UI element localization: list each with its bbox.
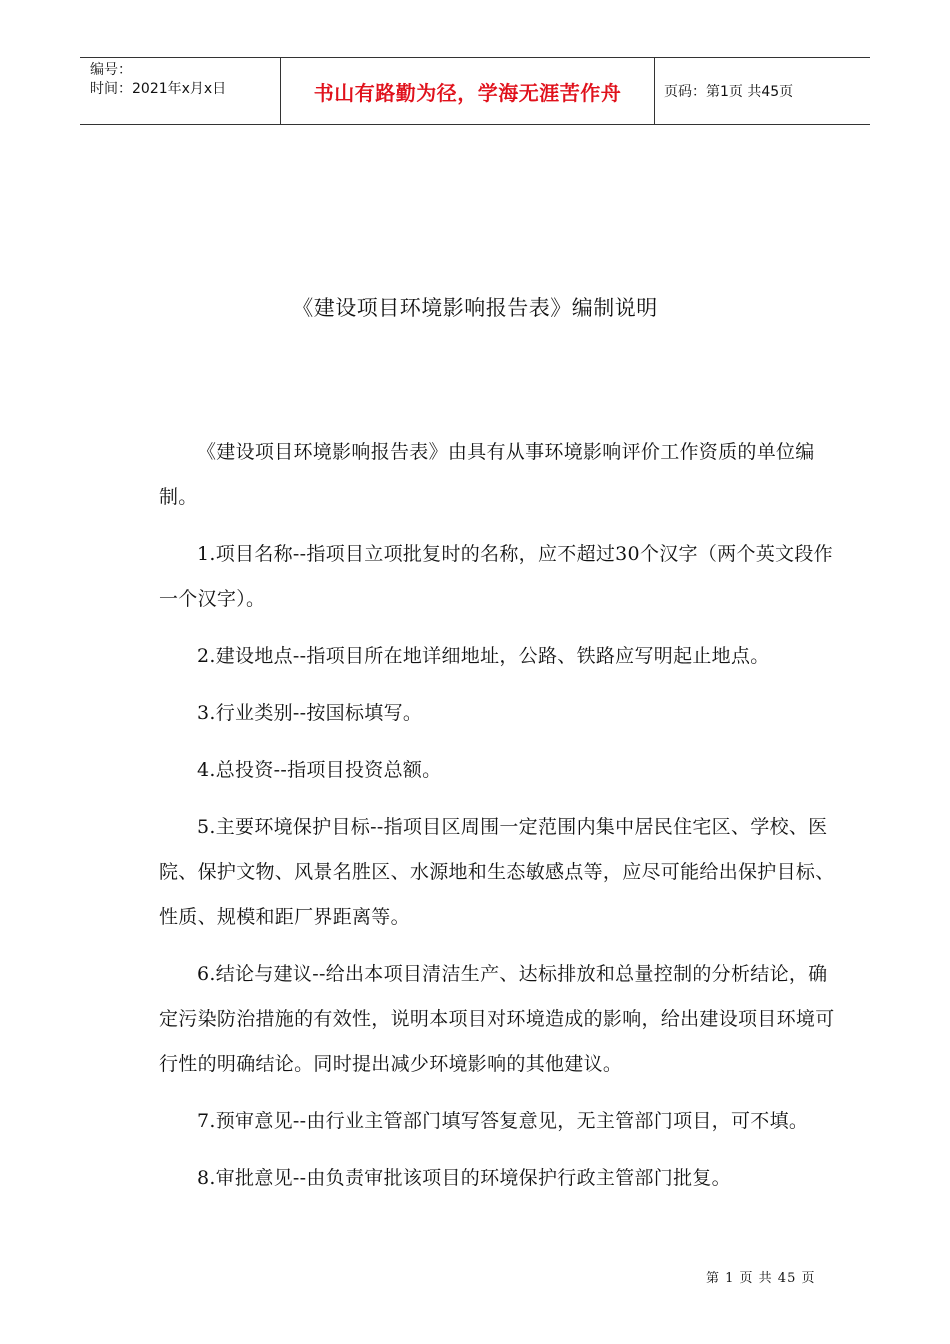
page-footer-number: 第 1 页 共 45 页 — [706, 1271, 816, 1286]
item-protection-targets: 5.主要环境保护目标--指项目区周围一定范围内集中居民住宅区、学校、医院、保护文物、风景名胜区、水源地和生态敏感点等，应尽可能给出保护目标、性质、规模和距厂界距离等。 — [159, 816, 835, 928]
item-pre-review-opinion: 7.预审意见--由行业主管部门填写答复意见，无主管部门项目，可不填。 — [197, 1110, 809, 1132]
header-meta — [80, 58, 281, 124]
header-page-info-cell — [655, 58, 870, 124]
item-conclusions: 6.结论与建议--给出本项目清洁生产、达标排放和总量控制的分析结论，确定污染防治措施的有效性，说明本项目对环境造成的影响，给出建设项目环境可行性的明确结论。同时提出减少环境影响的其他建议。 — [159, 963, 835, 1075]
header-page-info: 页码：第1页 共45页 — [664, 84, 794, 100]
document-number-label: 编号： — [90, 62, 132, 78]
document-title: 《建设项目环境影响报告表》编制说明 — [292, 296, 658, 320]
item-approval-opinion: 8.审批意见--由负责审批该项目的环境保护行政主管部门批复。 — [197, 1167, 731, 1189]
intro-paragraph: 《建设项目环境影响报告表》由具有从事环境影响评价工作资质的单位编制。 — [159, 441, 815, 508]
document-body — [159, 430, 836, 1213]
item-industry-category: 3.行业类别--按国标填写。 — [197, 702, 423, 724]
document-time-label: 时间：2021年x月x日 — [90, 81, 227, 97]
item-construction-site: 2.建设地点--指项目所在地详细地址，公路、铁路应写明起止地点。 — [197, 645, 770, 667]
header-motto-cell — [281, 58, 655, 124]
header-motto: 书山有路勤为径，学海无涯苦作舟 — [313, 80, 622, 105]
item-total-investment: 4.总投资--指项目投资总额。 — [197, 759, 442, 781]
page-header — [80, 57, 870, 125]
item-project-name: 1.项目名称--指项目立项批复时的名称，应不超过30个汉字（两个英文段作一个汉字）。 — [159, 543, 833, 610]
